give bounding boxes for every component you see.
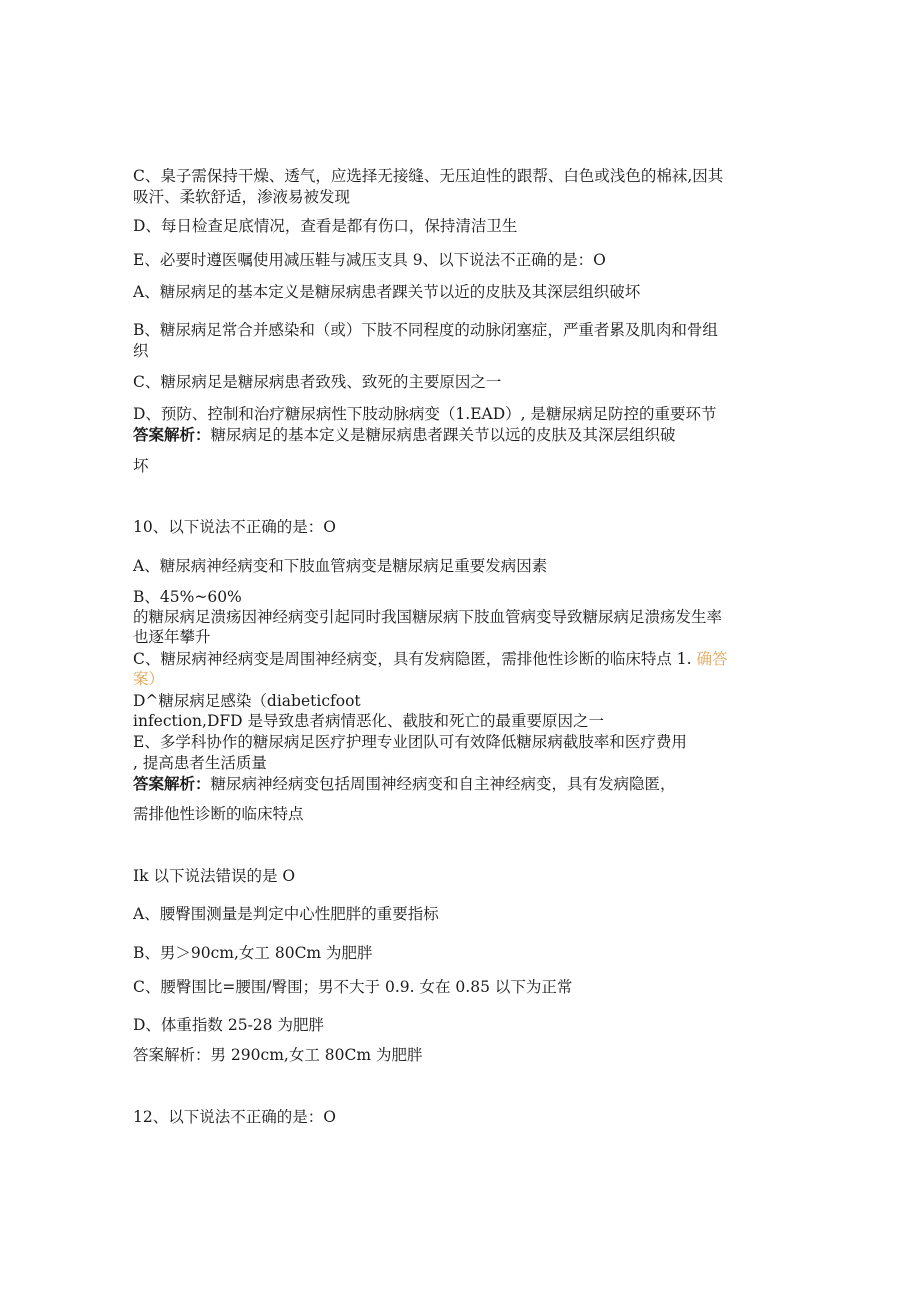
option-c-q10-text: C、糖尿病神经病变是周围神经病变，具有发病隐匿，需排他性诊断的临床特点 1. <box>133 650 697 668</box>
answer-analysis-q11: 答案解析：男 290cm,女工 80Cm 为肥胖 <box>133 1046 423 1064</box>
question-10: 10、以下说法不正确的是：O <box>133 518 336 536</box>
answer-analysis-text: 糖尿病神经病变包括周围神经病变和自主神经病变，具有发病隐匿， <box>210 775 676 793</box>
answer-analysis-q9 <box>133 425 676 445</box>
option-b-q11: B、男＞90cm,女工 80Cm 为肥胖 <box>133 944 373 962</box>
option-c-q9: C、糖尿病足是糖尿病患者致残、致死的主要原因之一 <box>133 373 502 391</box>
option-e-q8-and-question-9: E、必要时遵医嘱使用减压鞋与减压支具 9、以下说法不正确的是：O <box>133 251 606 269</box>
answer-analysis-label: 答案解析： <box>133 774 211 793</box>
answer-analysis-q10-line2: 需排他性诊断的临床特点 <box>133 805 304 823</box>
option-e-q10-line1: E、多学科协作的糖尿病足医疗护理专业团队可有效降低糖尿病截肢率和医疗费用 <box>133 733 687 751</box>
answer-analysis-label: 答案解析： <box>133 425 211 444</box>
option-a-q9: A、糖尿病足的基本定义是糖尿病患者踝关节以近的皮肤及其深层组织破坏 <box>133 283 641 301</box>
correct-answer-mark: 确答 <box>696 650 728 668</box>
option-d-q9: D、预防、控制和治疗糖尿病性下肢动脉病变（1.EAD）, 是糖尿病足防控的重要环节 <box>133 405 717 423</box>
option-a-q10: A、糖尿病神经病变和下肢血管病变是糖尿病足重要发病因素 <box>133 557 548 575</box>
option-c-q8-line2: 吸汗、柔软舒适，渗液易被发现 <box>133 188 351 206</box>
option-b-q10-line3: 也逐年攀升 <box>133 628 211 646</box>
answer-analysis-q10 <box>133 774 676 794</box>
option-c-q11: C、腰臀围比=腰围/臀围；男不大于 0.9. 女在 0.85 以下为正常 <box>133 978 573 996</box>
option-b-q9-line1: B、糖尿病足常合并感染和（或）下肢不同程度的动脉闭塞症，严重者累及肌肉和骨组 <box>133 321 718 339</box>
option-b-q9-line2: 织 <box>133 342 149 360</box>
question-12: 12、以下说法不正确的是：O <box>133 1108 336 1126</box>
correct-answer-mark-line2: 案） <box>133 670 165 688</box>
question-11: Ik 以下说法错误的是 O <box>133 867 296 885</box>
option-b-q10-line2: 的糖尿病足溃疡因神经病变引起同时我国糖尿病下肢血管病变导致糖尿病足溃疡发生率 <box>133 608 723 626</box>
option-b-q10-line1: B、45%~60% <box>133 588 242 606</box>
option-e-q10-line2: , 提高患者生活质量 <box>133 754 267 772</box>
option-d-q11: D、体重指数 25-28 为肥胖 <box>133 1016 324 1034</box>
option-a-q11: A、腰臀围测量是判定中心性肥胖的重要指标 <box>133 905 439 923</box>
option-d-q8: D、每日检查足底情况，查看是都有伤口，保持清洁卫生 <box>133 217 518 235</box>
answer-analysis-text: 糖尿病足的基本定义是糖尿病患者踝关节以远的皮肤及其深层组织破 <box>210 426 676 444</box>
option-d-q10-line1: D^糖尿病足感染（diabeticfoot <box>133 692 361 710</box>
answer-analysis-q9-line2: 坏 <box>133 457 149 475</box>
option-c-q8-line1: C、臬子需保持干燥、透气，应选择无接缝、无压迫性的跟帮、白色或浅色的棉袜,因其 <box>133 167 724 185</box>
option-c-q10-line1 <box>133 649 728 669</box>
option-d-q10-line2: infection,DFD 是导致患者病情恶化、截肢和死亡的最重要原因之一 <box>133 712 604 730</box>
